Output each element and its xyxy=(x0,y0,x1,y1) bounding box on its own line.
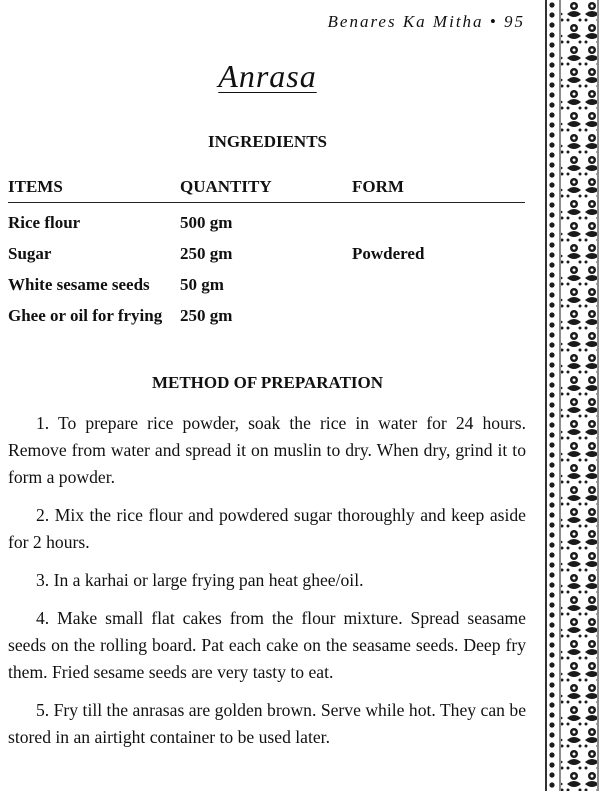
cell-quantity: 50 gm xyxy=(180,275,224,294)
table-header xyxy=(8,176,525,203)
cell-item: White sesame seeds xyxy=(8,275,150,294)
cell-quantity: 250 gm xyxy=(180,306,233,325)
recipe-title: Anrasa xyxy=(218,58,317,94)
table-row xyxy=(8,243,525,265)
ingredients-table xyxy=(8,176,525,327)
cell-form: Powdered xyxy=(352,244,425,263)
method-step: 5. Fry till the anrasas are golden brown. Serve while hot. They can be stored in an airtight container to be used later. xyxy=(8,700,526,747)
ingredients-heading: INGREDIENTS xyxy=(207,132,328,151)
cell-quantity: 250 gm xyxy=(180,244,233,263)
method-step: 3. In a karhai or large frying pan heat ghee/oil. xyxy=(36,570,364,590)
running-head: Benares Ka Mitha • 95 xyxy=(327,12,525,31)
table-row xyxy=(8,212,525,234)
table-row xyxy=(8,274,525,296)
table-row xyxy=(8,305,525,327)
column-header-quantity: QUANTITY xyxy=(180,177,272,196)
cell-quantity: 500 gm xyxy=(180,213,233,232)
method-step: 4. Make small flat cakes from the flour mixture. Spread seasame seeds on the rolling board. Pat each cake on the seasame seeds. Deep fry them. Fried sesame seeds are very tasty to eat. xyxy=(8,608,526,682)
method-heading: METHOD OF PREPARATION xyxy=(151,373,384,392)
decorative-border xyxy=(545,0,600,791)
cell-item: Rice flour xyxy=(8,213,81,232)
cell-item: Ghee or oil for frying xyxy=(8,306,163,325)
method-steps xyxy=(8,410,526,762)
cell-form xyxy=(352,274,525,296)
method-step: 2. Mix the rice flour and powdered sugar thoroughly and keep aside for 2 hours. xyxy=(8,505,526,552)
column-header-form: FORM xyxy=(352,177,404,196)
cell-form xyxy=(352,305,525,327)
method-step: 1. To prepare rice powder, soak the rice in water for 24 hours. Remove from water and spread it on muslin to dry. When dry, grind it to form a powder. xyxy=(8,413,526,487)
cell-form xyxy=(352,212,525,234)
cell-item: Sugar xyxy=(8,244,52,263)
column-header-items: ITEMS xyxy=(8,177,63,196)
ornament-pattern-icon xyxy=(547,0,600,791)
